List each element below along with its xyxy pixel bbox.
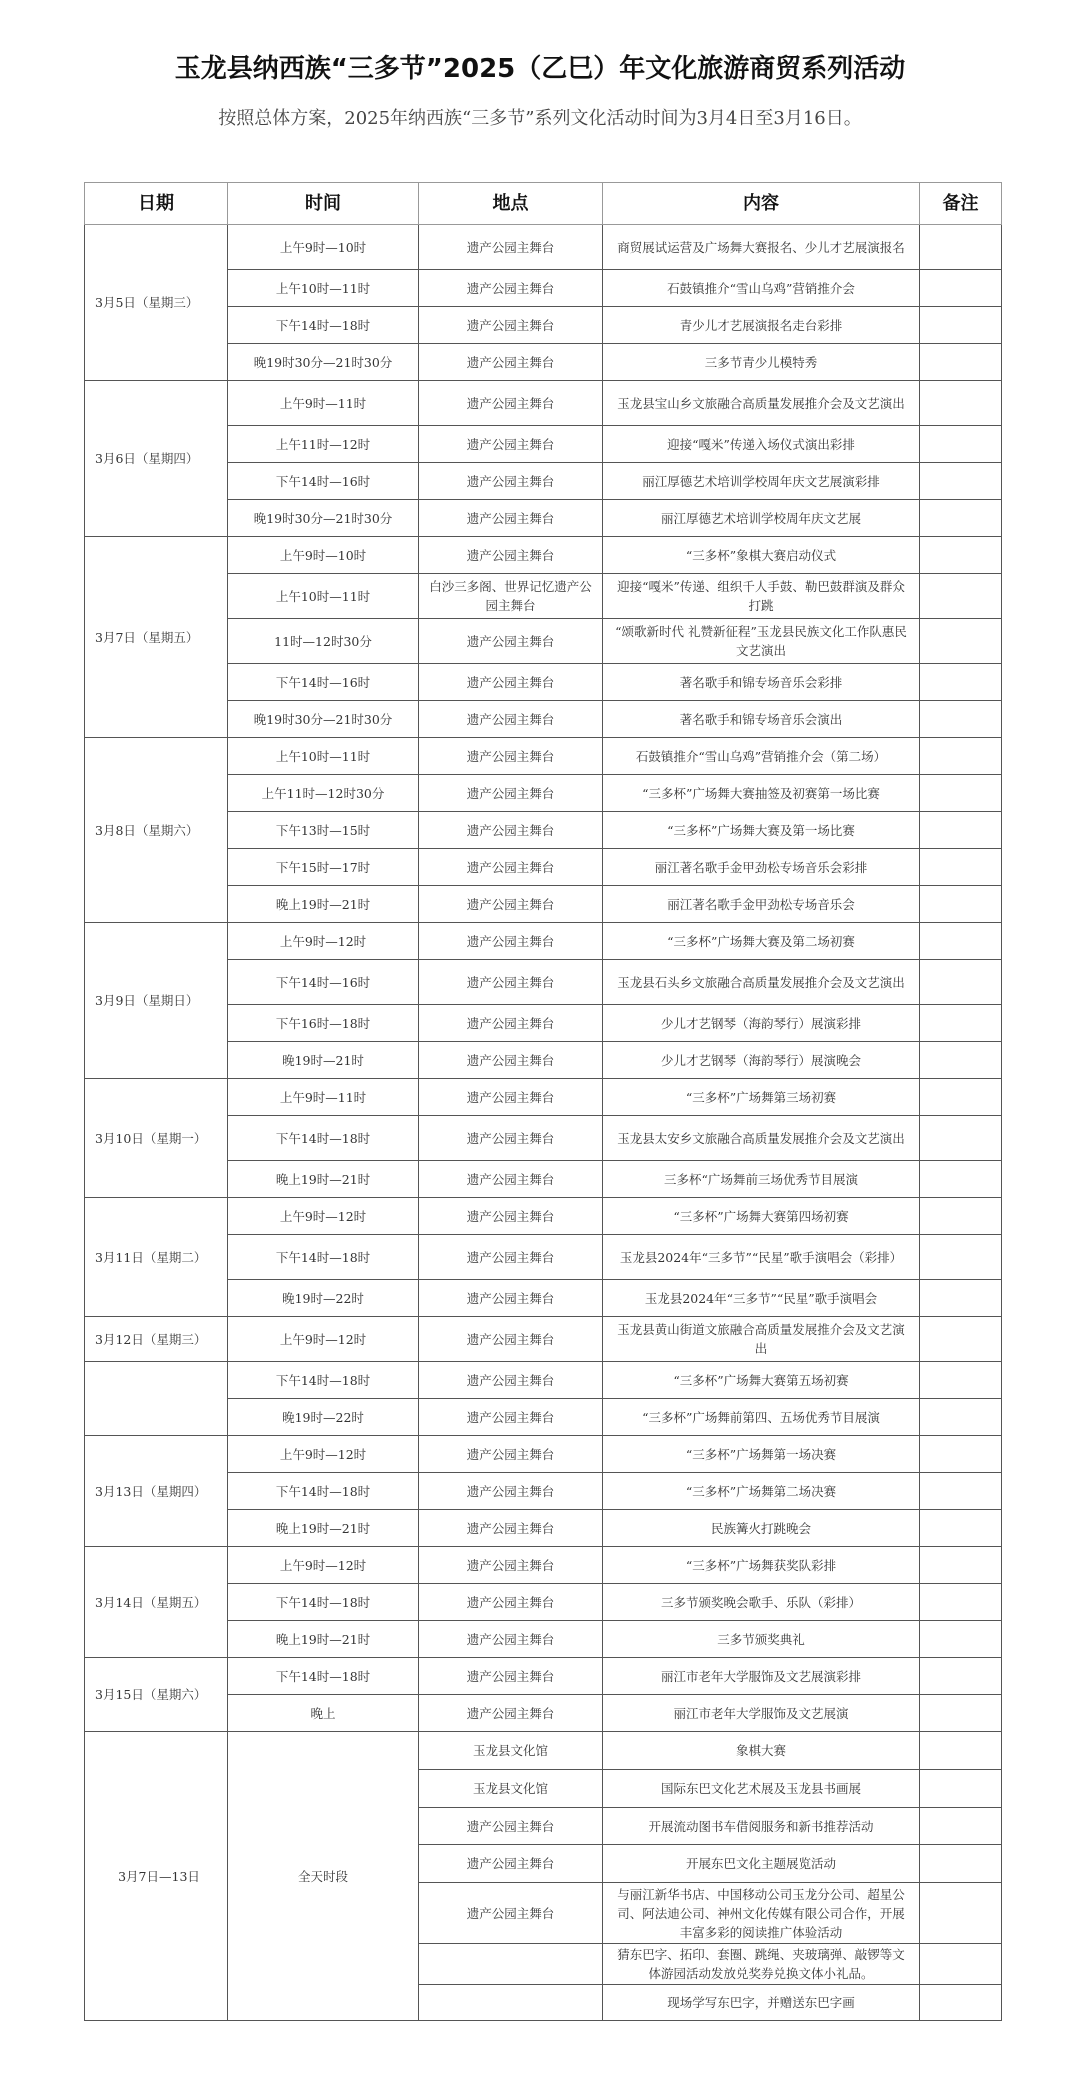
place-cell: 白沙三多阁、世界记忆遗产公园主舞台 — [419, 574, 603, 619]
content-cell: 迎接“嘎米”传递、组织千人手鼓、勒巴鼓群演及群众打跳 — [603, 574, 920, 619]
time-cell: 下午14时—16时 — [228, 960, 419, 1005]
place-cell: 遗产公园主舞台 — [419, 923, 603, 960]
remarks-cell — [920, 1436, 1002, 1473]
table-row — [85, 1436, 1002, 1473]
time-cell: 全天时段 — [228, 1732, 419, 2021]
time-cell: 上午11时—12时30分 — [228, 775, 419, 812]
place-cell: 遗产公园主舞台 — [419, 1808, 603, 1845]
remarks-cell — [920, 1584, 1002, 1621]
date-cell: 3月11日（星期二） — [85, 1198, 228, 1317]
time-cell: 晚19时30分—21时30分 — [228, 500, 419, 537]
time-cell: 下午14时—18时 — [228, 1116, 419, 1161]
place-cell: 遗产公园主舞台 — [419, 1658, 603, 1695]
content-cell: 三多节颁奖晚会歌手、乐队（彩排） — [603, 1584, 920, 1621]
date-cell: 3月8日（星期六） — [85, 738, 228, 923]
remarks-cell — [920, 1732, 1002, 1770]
place-cell: 遗产公园主舞台 — [419, 886, 603, 923]
time-cell: 上午9时—12时 — [228, 1547, 419, 1584]
remarks-cell — [920, 307, 1002, 344]
table-header-row — [85, 183, 1002, 225]
remarks-cell — [920, 886, 1002, 923]
time-cell: 晚19时30分—21时30分 — [228, 344, 419, 381]
place-cell: 遗产公园主舞台 — [419, 619, 603, 664]
date-cell: 3月12日（星期三） — [85, 1317, 228, 1362]
place-cell: 遗产公园主舞台 — [419, 1621, 603, 1658]
content-cell: “三多杯”象棋大赛启动仪式 — [603, 537, 920, 574]
place-cell: 遗产公园主舞台 — [419, 225, 603, 270]
table-row — [85, 1317, 1002, 1362]
place-cell: 遗产公园主舞台 — [419, 1280, 603, 1317]
place-cell: 玉龙县文化馆 — [419, 1732, 603, 1770]
remarks-cell — [920, 1510, 1002, 1547]
time-cell: 上午10时—11时 — [228, 574, 419, 619]
page-title: 玉龙县纳西族“三多节”2025（乙巳）年文化旅游商贸系列活动 — [174, 54, 906, 84]
time-cell: 上午9时—10时 — [228, 537, 419, 574]
content-cell: 著名歌手和锦专场音乐会演出 — [603, 701, 920, 738]
place-cell: 遗产公园主舞台 — [419, 1079, 603, 1116]
time-cell: 晚19时—22时 — [228, 1280, 419, 1317]
time-cell: 下午13时—15时 — [228, 812, 419, 849]
place-cell: 遗产公园主舞台 — [419, 500, 603, 537]
time-cell: 下午14时—18时 — [228, 1473, 419, 1510]
time-cell: 下午14时—18时 — [228, 1584, 419, 1621]
time-cell: 上午11时—12时 — [228, 426, 419, 463]
place-cell: 遗产公园主舞台 — [419, 1116, 603, 1161]
place-cell: 遗产公园主舞台 — [419, 1235, 603, 1280]
time-cell: 上午9时—10时 — [228, 225, 419, 270]
place-cell: 玉龙县文化馆 — [419, 1770, 603, 1808]
remarks-cell — [920, 701, 1002, 738]
time-cell: 上午9时—12时 — [228, 1436, 419, 1473]
page-subtitle: 按照总体方案，2025年纳西族“三多节”系列文化活动时间为3月4日至3月16日。 — [218, 108, 862, 129]
time-cell: 上午9时—12时 — [228, 1198, 419, 1235]
remarks-cell — [920, 1473, 1002, 1510]
place-cell: 遗产公园主舞台 — [419, 1695, 603, 1732]
time-cell: 下午14时—18时 — [228, 1362, 419, 1399]
remarks-cell — [920, 574, 1002, 619]
date-cell: 3月7日（星期五） — [85, 537, 228, 738]
content-cell: 丽江厚德艺术培训学校周年庆文艺展 — [603, 500, 920, 537]
place-cell: 遗产公园主舞台 — [419, 960, 603, 1005]
remarks-cell — [920, 1042, 1002, 1079]
place-cell — [419, 1944, 603, 1985]
time-cell: 晚上19时—21时 — [228, 1161, 419, 1198]
time-cell: 晚上19时—21时 — [228, 886, 419, 923]
date-cell: 3月10日（星期一） — [85, 1079, 228, 1198]
place-cell: 遗产公园主舞台 — [419, 307, 603, 344]
content-cell: 玉龙县宝山乡文旅融合高质量发展推介会及文艺演出 — [603, 381, 920, 426]
remarks-cell — [920, 1808, 1002, 1845]
time-cell: 下午14时—16时 — [228, 463, 419, 500]
place-cell: 遗产公园主舞台 — [419, 1161, 603, 1198]
content-cell: 丽江市老年大学服饰及文艺展演彩排 — [603, 1658, 920, 1695]
content-cell: 与丽江新华书店、中国移动公司玉龙分公司、超星公司、阿法迪公司、神州文化传媒有限公司合作，开展丰富多彩的阅读推广体验活动 — [603, 1883, 920, 1944]
place-cell: 遗产公园主舞台 — [419, 463, 603, 500]
content-cell: “三多杯”广场舞大赛抽签及初赛第一场比赛 — [603, 775, 920, 812]
time-cell: 上午10时—11时 — [228, 270, 419, 307]
remarks-cell — [920, 1235, 1002, 1280]
header-remarks: 备注 — [920, 183, 1002, 225]
place-cell: 遗产公园主舞台 — [419, 344, 603, 381]
place-cell: 遗产公园主舞台 — [419, 775, 603, 812]
time-cell: 晚上 — [228, 1695, 419, 1732]
content-cell: 国际东巴文化艺术展及玉龙县书画展 — [603, 1770, 920, 1808]
remarks-cell — [920, 775, 1002, 812]
place-cell: 遗产公园主舞台 — [419, 664, 603, 701]
content-cell: 少儿才艺钢琴（海韵琴行）展演晚会 — [603, 1042, 920, 1079]
remarks-cell — [920, 738, 1002, 775]
time-cell: 11时—12时30分 — [228, 619, 419, 664]
place-cell: 遗产公园主舞台 — [419, 1584, 603, 1621]
time-cell: 下午14时—18时 — [228, 1235, 419, 1280]
place-cell: 遗产公园主舞台 — [419, 849, 603, 886]
time-cell: 上午9时—12时 — [228, 1317, 419, 1362]
place-cell: 遗产公园主舞台 — [419, 1510, 603, 1547]
place-cell: 遗产公园主舞台 — [419, 1883, 603, 1944]
remarks-cell — [920, 1658, 1002, 1695]
content-cell: 著名歌手和锦专场音乐会彩排 — [603, 664, 920, 701]
place-cell: 遗产公园主舞台 — [419, 270, 603, 307]
content-cell: 玉龙县太安乡文旅融合高质量发展推介会及文艺演出 — [603, 1116, 920, 1161]
remarks-cell — [920, 960, 1002, 1005]
content-cell: 三多节颁奖典礼 — [603, 1621, 920, 1658]
header-content: 内容 — [603, 183, 920, 225]
table-row — [85, 1658, 1002, 1695]
place-cell: 遗产公园主舞台 — [419, 1845, 603, 1883]
place-cell: 遗产公园主舞台 — [419, 701, 603, 738]
time-cell: 晚19时—22时 — [228, 1399, 419, 1436]
date-cell: 3月7日—13日 — [85, 1732, 228, 2021]
time-cell: 上午9时—11时 — [228, 1079, 419, 1116]
time-cell: 晚上19时—21时 — [228, 1621, 419, 1658]
place-cell: 遗产公园主舞台 — [419, 1362, 603, 1399]
place-cell: 遗产公园主舞台 — [419, 1399, 603, 1436]
remarks-cell — [920, 812, 1002, 849]
content-cell: “三多杯”广场舞前第四、五场优秀节目展演 — [603, 1399, 920, 1436]
content-cell: 商贸展试运营及广场舞大赛报名、少儿才艺展演报名 — [603, 225, 920, 270]
place-cell: 遗产公园主舞台 — [419, 381, 603, 426]
date-cell: 3月15日（星期六） — [85, 1658, 228, 1732]
schedule-table — [84, 182, 1002, 2021]
table-row — [85, 1198, 1002, 1235]
header-place: 地点 — [419, 183, 603, 225]
remarks-cell — [920, 1695, 1002, 1732]
table-row — [85, 1079, 1002, 1116]
time-cell: 上午9时—11时 — [228, 381, 419, 426]
content-cell: “三多杯”广场舞大赛及第二场初赛 — [603, 923, 920, 960]
content-cell: 丽江著名歌手金甲劲松专场音乐会 — [603, 886, 920, 923]
time-cell: 晚19时30分—21时30分 — [228, 701, 419, 738]
remarks-cell — [920, 1280, 1002, 1317]
content-cell: “三多杯”广场舞大赛第四场初赛 — [603, 1198, 920, 1235]
remarks-cell — [920, 500, 1002, 537]
content-cell: 猜东巴字、拓印、套圈、跳绳、夹玻璃弹、敲锣等文体游园活动发放兑奖券兑换文体小礼品。 — [603, 1944, 920, 1985]
time-cell: 晚上19时—21时 — [228, 1510, 419, 1547]
place-cell: 遗产公园主舞台 — [419, 426, 603, 463]
remarks-cell — [920, 1362, 1002, 1399]
content-cell: 迎接“嘎米”传递入场仪式演出彩排 — [603, 426, 920, 463]
content-cell: 开展东巴文化主题展览活动 — [603, 1845, 920, 1883]
remarks-cell — [920, 849, 1002, 886]
place-cell: 遗产公园主舞台 — [419, 812, 603, 849]
content-cell: 石鼓镇推介“雪山乌鸡”营销推介会（第二场） — [603, 738, 920, 775]
remarks-cell — [920, 1005, 1002, 1042]
remarks-cell — [920, 426, 1002, 463]
content-cell: 少儿才艺钢琴（海韵琴行）展演彩排 — [603, 1005, 920, 1042]
place-cell: 遗产公园主舞台 — [419, 1473, 603, 1510]
place-cell: 遗产公园主舞台 — [419, 1198, 603, 1235]
date-cell: 3月6日（星期四） — [85, 381, 228, 537]
content-cell: 玉龙县2024年“三多节”“民星”歌手演唱会（彩排） — [603, 1235, 920, 1280]
place-cell: 遗产公园主舞台 — [419, 537, 603, 574]
content-cell: “颂歌新时代 礼赞新征程”玉龙县民族文化工作队惠民文艺演出 — [603, 619, 920, 664]
time-cell: 下午16时—18时 — [228, 1005, 419, 1042]
remarks-cell — [920, 463, 1002, 500]
remarks-cell — [920, 1770, 1002, 1808]
remarks-cell — [920, 1399, 1002, 1436]
time-cell: 上午10时—11时 — [228, 738, 419, 775]
time-cell: 晚19时—21时 — [228, 1042, 419, 1079]
content-cell: 开展流动图书车借阅服务和新书推荐活动 — [603, 1808, 920, 1845]
remarks-cell — [920, 664, 1002, 701]
time-cell: 下午15时—17时 — [228, 849, 419, 886]
table-row — [85, 738, 1002, 775]
place-cell: 遗产公园主舞台 — [419, 738, 603, 775]
content-cell: 丽江厚德艺术培训学校周年庆文艺展演彩排 — [603, 463, 920, 500]
table-row — [85, 923, 1002, 960]
content-cell: “三多杯”广场舞第三场初赛 — [603, 1079, 920, 1116]
time-cell: 下午14时—18时 — [228, 307, 419, 344]
content-cell: 玉龙县石头乡文旅融合高质量发展推介会及文艺演出 — [603, 960, 920, 1005]
remarks-cell — [920, 619, 1002, 664]
place-cell: 遗产公园主舞台 — [419, 1005, 603, 1042]
content-cell: 民族篝火打跳晚会 — [603, 1510, 920, 1547]
date-cell — [85, 1362, 228, 1436]
content-cell: 青少儿才艺展演报名走台彩排 — [603, 307, 920, 344]
remarks-cell — [920, 270, 1002, 307]
time-cell: 上午9时—12时 — [228, 923, 419, 960]
time-cell: 下午14时—18时 — [228, 1658, 419, 1695]
date-cell: 3月14日（星期五） — [85, 1547, 228, 1658]
place-cell: 遗产公园主舞台 — [419, 1547, 603, 1584]
content-cell: “三多杯”广场舞大赛及第一场比赛 — [603, 812, 920, 849]
remarks-cell — [920, 1944, 1002, 1985]
time-cell: 下午14时—16时 — [228, 664, 419, 701]
place-cell: 遗产公园主舞台 — [419, 1042, 603, 1079]
date-cell: 3月9日（星期日） — [85, 923, 228, 1079]
place-cell: 遗产公园主舞台 — [419, 1436, 603, 1473]
date-cell: 3月5日（星期三） — [85, 225, 228, 381]
content-cell: 丽江著名歌手金甲劲松专场音乐会彩排 — [603, 849, 920, 886]
content-cell: “三多杯”广场舞第二场决赛 — [603, 1473, 920, 1510]
remarks-cell — [920, 923, 1002, 960]
remarks-cell — [920, 381, 1002, 426]
content-cell: 现场学写东巴字，并赠送东巴字画 — [603, 1985, 920, 2021]
remarks-cell — [920, 1845, 1002, 1883]
remarks-cell — [920, 1547, 1002, 1584]
remarks-cell — [920, 1198, 1002, 1235]
place-cell: 遗产公园主舞台 — [419, 1317, 603, 1362]
header-date: 日期 — [85, 183, 228, 225]
date-cell: 3月13日（星期四） — [85, 1436, 228, 1547]
remarks-cell — [920, 1883, 1002, 1944]
content-cell: 象棋大赛 — [603, 1732, 920, 1770]
content-cell: 玉龙县黄山街道文旅融合高质量发展推介会及文艺演出 — [603, 1317, 920, 1362]
table-row — [85, 381, 1002, 426]
table-row — [85, 537, 1002, 574]
table-row — [85, 1732, 1002, 1770]
remarks-cell — [920, 1985, 1002, 2021]
content-cell: 玉龙县2024年“三多节”“民星”歌手演唱会 — [603, 1280, 920, 1317]
content-cell: 三多杯“广场舞前三场优秀节目展演 — [603, 1161, 920, 1198]
remarks-cell — [920, 1161, 1002, 1198]
content-cell: 石鼓镇推介“雪山乌鸡”营销推介会 — [603, 270, 920, 307]
content-cell: 丽江市老年大学服饰及文艺展演 — [603, 1695, 920, 1732]
content-cell: “三多杯”广场舞大赛第五场初赛 — [603, 1362, 920, 1399]
table-row — [85, 225, 1002, 270]
remarks-cell — [920, 344, 1002, 381]
remarks-cell — [920, 537, 1002, 574]
table-row — [85, 1547, 1002, 1584]
remarks-cell — [920, 1317, 1002, 1362]
table-row — [85, 1362, 1002, 1399]
header-time: 时间 — [228, 183, 419, 225]
remarks-cell — [920, 225, 1002, 270]
content-cell: “三多杯”广场舞第一场决赛 — [603, 1436, 920, 1473]
remarks-cell — [920, 1116, 1002, 1161]
remarks-cell — [920, 1079, 1002, 1116]
remarks-cell — [920, 1621, 1002, 1658]
content-cell: 三多节青少儿模特秀 — [603, 344, 920, 381]
content-cell: “三多杯”广场舞获奖队彩排 — [603, 1547, 920, 1584]
place-cell — [419, 1985, 603, 2021]
